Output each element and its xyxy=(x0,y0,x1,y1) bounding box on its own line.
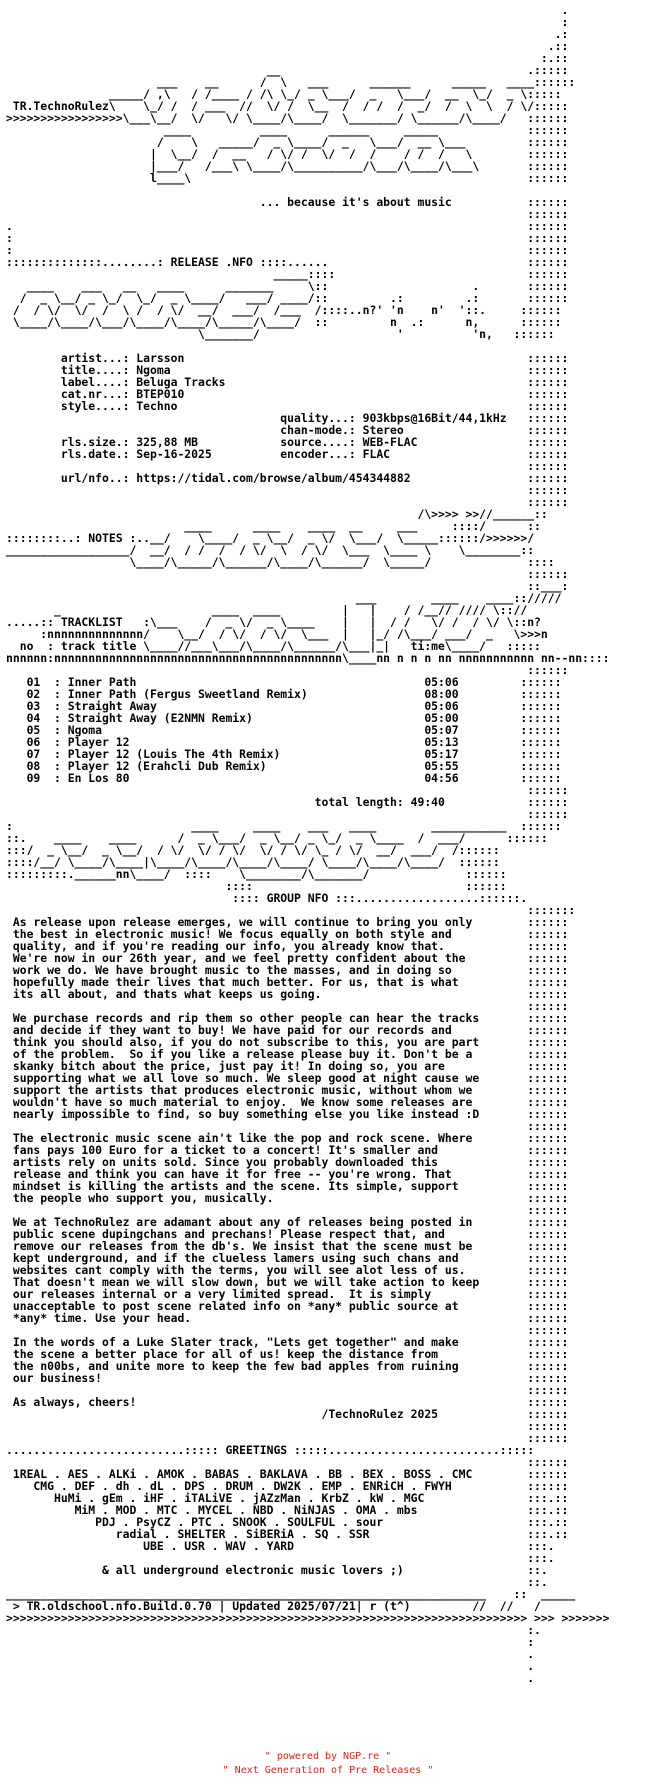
nfo-text: . : .: .:: :.:: __ .::::: ___ __ / \ ___ ______ _____ ____:::::: _____/ ,\ / /____ / /\ \_/ _ \___/ _ \___/ __ \_/ _ \::::: TR.TechnoRulez\ \_/ / / ___ // \/ / \__ / / / / _/ / \ \ / \/::::: >>>>>>>>>>>>>>>>>\___\__/ \/ \/ \____/\____/ \_______/ \______/\____/ :::::: ____ ____ ______ _____ :::::: / \ _____/ _ \____/ _ \___/ __ \___ :::::: | \__/ / __ / \/ / \/ / / / / / \ :::::: |___/ /___\ \____/\__________/\___/\____/\___\ :::::: l____\ :::::: ... because it's about music :::::: :::::: . :::::: : :::::: : :::::: ::::::::::::::........: RELEASE .NFO ::::...... :::::: _____:::: :::::: ____ ___ __ ____ _______ \:: . :::::: / _ \__/ _ \_/ \_/ _ \____/ ___/ ____/:: .: .: :::::: / / \/ \/ / \ / / \/ __/ ___/ /___ /::::..n?' 'n n' '::. :::::: \____/\____/\___/\____/\____/\_____/\____/ :: n .: n, :::::: \_______/ ' 'n, :::::: artist...: Larsson :::::: title....: Ngoma :::::: label....: Beluga Tracks :::::: cat.nr...: BTEP010 :::::: style....: Techno :::::: quality...: 903kbps@16Bit/44,1kHz :::::: chan-mode.: Stereo :::::: rls.size.: 325,88 MB source....: WEB-FLAC :::::: rls.date.: Sep-16-2025 encoder...: FLAC :::::: :::::: url/nfo..: https://tidal.com/browse/album/454344882 :::::: :::::: :::::: /\>>>> >>//______:: ____ ____ ____ __ ___ ::::/ :: ::::::::..: NOTES :..__/ \____/ _ \__/ _ \/ \___/ \_____::::::/>>>>>>/ __________________/ __/ / / / / \/ \ / \/ \___ \____ \ \________:: \____/\_____/\______/\____/\______/ \_____/ :::: :::::: ::___: ___ ____ ____::///// _ ____ ____ | | / /__// //// \::// .....:: TRACKLIST :\___ / _ \/ _ \____ | | / / \/ / / \/ \::n? :nnnnnnnnnnnnnn/ \__/ / \/ / \/ \___ | |_/ /\___/ ___/ _ \>>>n no : track title \____//___\___/\____/\______/\___|_| ti:me\____/ ::::: nnnnnn:nnnnnnnnnnnnnnnnnnnnnnnnnnnnnnnnnnnnnnnnnn\____nn n n n nn nnnnnnnnnnn nn--nn:::: :::::: 01 : Inner Path 05:06 :::::: 02 : Inner Path (Fergus Sweetland Remix) 08:00 :::::: 03 : Straight Away 05:06 :::::: 04 : Straight Away (E2NMN Remix) 05:00 :::::: 05 : Ngoma 05:07 :::::: 06 : Player 12 05:13 :::::: 07 : Player 12 (Louis The 4th Remix) 05:17 :::::: 08 : Player 12 (Erahcli Dub Remix) 05:55 :::::: 09 : En Los 80 04:56 :::::: :::::: total length: 49:40 :::::: :::::: : ____ ____ ___ ____ ___________ :::::: ::. ____ ____ / _ \___/ _ \__/ _ \_/ _ \____ / ___/ :::::: :::/ _ \__/ _ \__/ / \/ \/ / \/ \/ / \/ \_ / \/ __/ ___/ /:::::: ::::/__/ \____/\____|\____/\____/\____/\____/ \____/\____/\____/ :::::: :::::::::.______nn\____/ :::: \________/\_______/ :::::: :::: :::::: :::: GROUP NFO :::..................::::::. ::::::: As release upon release emerges, we will continue to bring you only :::::: the best in electronic music! We focus equally on both style and :::::: quality, and if you're reading our info, you already know that. :::::: We're now in our 26th year, and we feel pretty confident about the :::::: work we do. We have brought music to the masses, and in doing so :::::: hopefully made their lives that much better. For us, that is what :::::: its all about, and thats what keeps us going. :::::: :::::: We purchase records and rip them so other people can hear the tracks :::::: and decide if they want to buy! We have paid for our records and :::::: think you should also, if you do not subscribe to this, you are part :::::: of the problem. So if you like a release please buy it. Don't be a :::::: skanky bitch about the price, just pay it! In doing so, you are :::::: supporting what we all love so much. We sleep good at night cause we :::::: support the artists that produces electronic music, without whom we :::::: wouldn't have so much material to enjoy. We know some releases are :::::: nearly impossible to find, so buy something else you like instead :D :::::: :::::: The electronic music scene ain't like the pop and rock scene. Where :::::: fans pays 100 Euro for a ticket to a concert! It's smaller and :::::: artists rely on units sold. Since you probably downloaded this :::::: release and think you can have it for free -- you're wrong. That :::::: mindset is killing the artists and the scene. Its simple, support :::::: the people who support you, musically. :::::: :::::: We at TechnoRulez are adamant about any of releases being posted in :::::: public scene dupingchans and prechans! Please respect that, and :::::: remove our releases from the db's. We insist that the scene must be :::::: kept underground, and if the clueless lamers using such chans and :::::: websites cant comply with the terms, you will see alot less of us. :::::: That doesn't mean we will slow down, but we will take action to keep :::::: our releases internal or a very limited spread. It is simply :::::: unacceptable to post scene related info on *any* public source at :::::: *any* time. Use your head. :::::: :::::: In the words of a Luke Slater track, "Lets get together" and make :::::: the scene a better place for all of us! keep the distance from :::::: the n00bs, and unite more to keep the few bad apples from ruining :::::: our business! :::::: :::::: As always, cheers! :::::: /TechnoRulez 2025 :::::: :::::: :::::: ..........................::::: GREETINGS :::::.........................::::: :::::: 1REAL . AES . ALKi . AMOK . BABAS . BAKLAVA . BB . BEX . BOSS . CMC :::::: CMG . DEF . dh . dL . DPS . DRUM . DW2K . EMP . ENRiCH . FWYH :::::: HuMi . gEm . iHF . iTALiVE . jAZzMan . KrbZ . kW . MGC :::.:: MiM . MOD . MTC . MYCEL . NBD . NiNJAS . OMA . mbs :::.:: PDJ . PsyCZ . PTC . SNOOK . SOULFUL . sour :::.:: radial . SHELTER . SiBERiA . SQ . SSR :::.:: UBE . USR . WAV . YARD :::. :::. & all underground electronic music lovers ;) ::. ::. ______________________________________________________________________ :: _____ > TR.oldschool.nfo.Build.0.70 | Updated 2025/07/21| r (t^) // // / >>>>>>>>>>>>>>>>>>>>>>>>>>>>>>>>>>>>>>>>>>>>>>>>>>>>>>>>>>>>>>>>>>>>>>>>>>>> >>> >>>>>>> :. : . . . xyxy=(6,3,610,1685)
footer-tagline: " Next Generation of Pre Releases " xyxy=(222,1765,434,1776)
footer-powered-by: " powered by NGP.re " xyxy=(264,1751,392,1762)
